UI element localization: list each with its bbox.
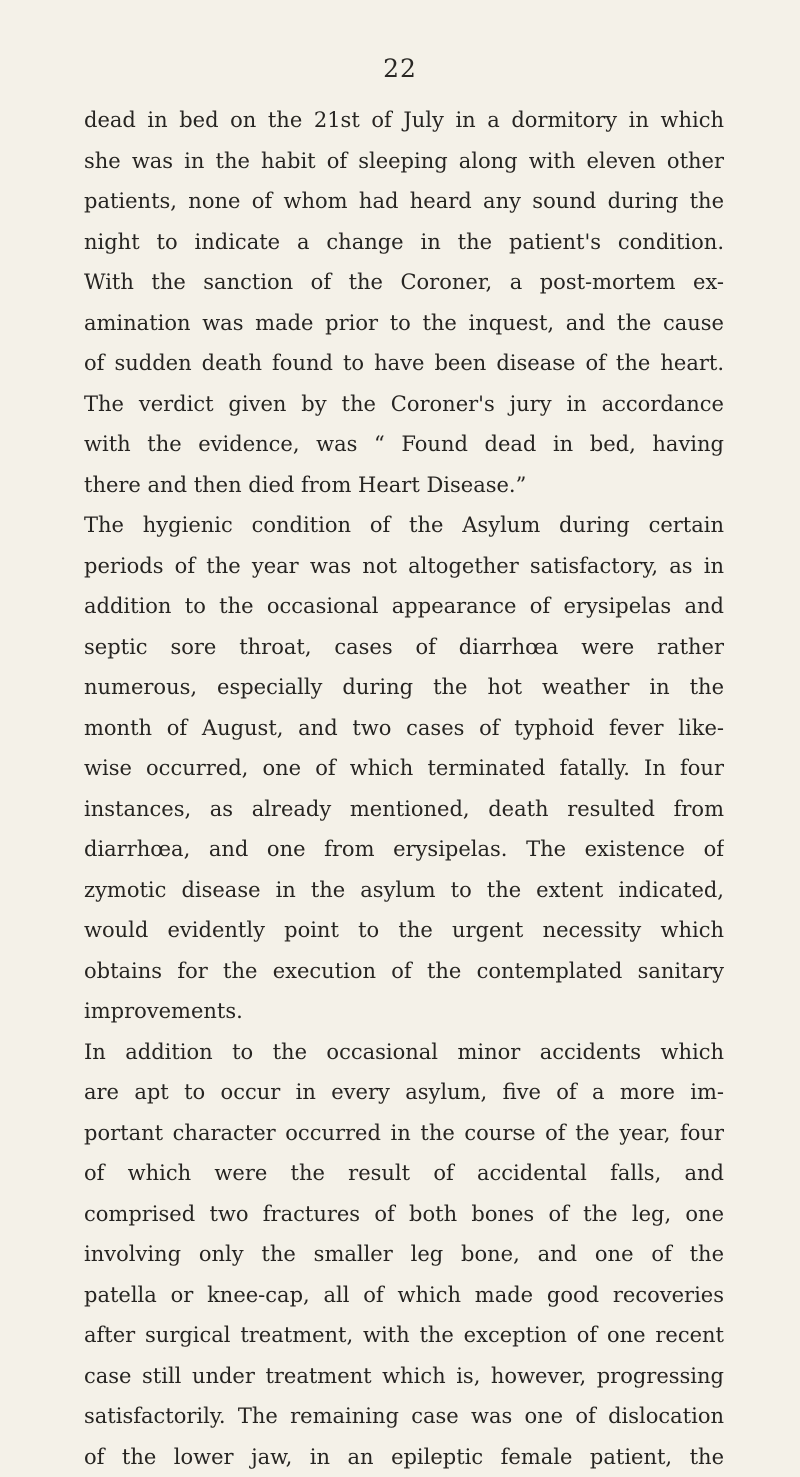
text-line: patella or knee-cap, all of which made good recoveries bbox=[84, 1275, 724, 1316]
text-line: case still under treatment which is, however, progressing bbox=[84, 1356, 724, 1397]
text-line: she was in the habit of sleeping along with eleven other bbox=[84, 141, 724, 182]
text-line: zymotic disease in the asylum to the extent indicated, bbox=[84, 870, 724, 911]
text-line: with the evidence, was “ Found dead in bed, having bbox=[84, 424, 724, 465]
text-line: would evidently point to the urgent necessity which bbox=[84, 910, 724, 951]
text-line: instances, as already mentioned, death resulted from bbox=[84, 789, 724, 830]
text-line: The verdict given by the Coroner's jury in accordance bbox=[84, 384, 724, 425]
text-line: dead in bed on the 21st of July in a dormitory in which bbox=[84, 100, 724, 141]
text-line: month of August, and two cases of typhoid fever like- bbox=[84, 708, 724, 749]
body-text bbox=[84, 100, 724, 1477]
text-line: night to indicate a change in the patient's condition. bbox=[84, 222, 724, 263]
text-line: The hygienic condition of the Asylum during certain bbox=[84, 505, 724, 546]
text-line: are apt to occur in every asylum, five of a more im- bbox=[84, 1072, 724, 1113]
text-line: satisfactorily. The remaining case was one of dislocation bbox=[84, 1396, 724, 1437]
text-line: improvements. bbox=[84, 991, 724, 1032]
text-line: involving only the smaller leg bone, and one of the bbox=[84, 1234, 724, 1275]
text-line: numerous, especially during the hot weather in the bbox=[84, 667, 724, 708]
text-line: after surgical treatment, with the exception of one recent bbox=[84, 1315, 724, 1356]
text-line: With the sanction of the Coroner, a post-mortem ex- bbox=[84, 262, 724, 303]
text-line: periods of the year was not altogether satisfactory, as in bbox=[84, 546, 724, 587]
text-line: of which were the result of accidental falls, and bbox=[84, 1153, 724, 1194]
text-line: comprised two fractures of both bones of the leg, one bbox=[84, 1194, 724, 1235]
text-line: of the lower jaw, in an epileptic female patient, the bbox=[84, 1437, 724, 1477]
text-line: septic sore throat, cases of diarrhœa were rather bbox=[84, 627, 724, 668]
text-line: In addition to the occasional minor accidents which bbox=[84, 1032, 724, 1073]
text-line: amination was made prior to the inquest, and the cause bbox=[84, 303, 724, 344]
page-number: 22 bbox=[0, 54, 800, 83]
text-line: obtains for the execution of the contemplated sanitary bbox=[84, 951, 724, 992]
text-line: patients, none of whom had heard any sound during the bbox=[84, 181, 724, 222]
text-line: there and then died from Heart Disease.” bbox=[84, 465, 724, 506]
text-line: portant character occurred in the course of the year, four bbox=[84, 1113, 724, 1154]
text-line: diarrhœa, and one from erysipelas. The existence of bbox=[84, 829, 724, 870]
text-line: of sudden death found to have been disease of the heart. bbox=[84, 343, 724, 384]
text-line: addition to the occasional appearance of erysipelas and bbox=[84, 586, 724, 627]
text-line: wise occurred, one of which terminated fatally. In four bbox=[84, 748, 724, 789]
